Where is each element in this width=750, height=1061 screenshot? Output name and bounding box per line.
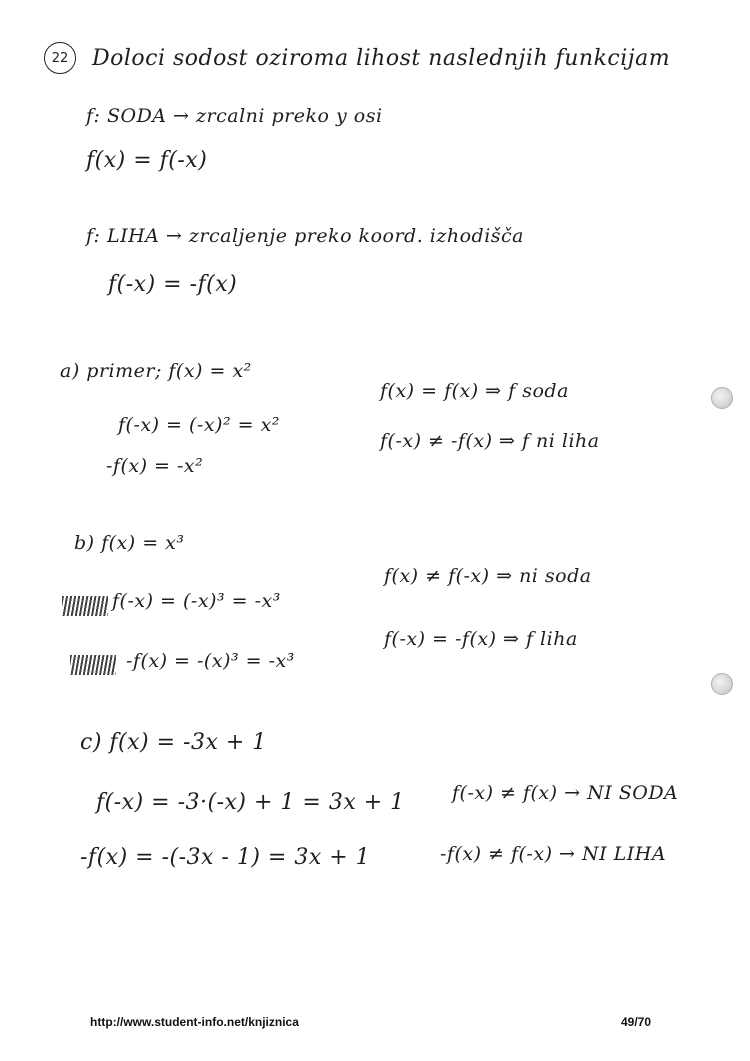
part-a-result-odd: f(-x) ≠ -f(x) ⇒ f ni liha <box>380 430 600 452</box>
problem-number-circle <box>44 42 76 74</box>
part-c-line2: -f(x) = -(-3x - 1) = 3x + 1 <box>80 845 371 870</box>
part-b-line1: f(-x) = (-x)³ = -x³ <box>112 590 281 612</box>
part-a-line1: f(-x) = (-x)² = x² <box>118 414 280 436</box>
scribble-mark <box>70 655 116 675</box>
part-c-line1: f(-x) = -3·(-x) + 1 = 3x + 1 <box>96 790 405 815</box>
scribble-mark <box>62 596 108 616</box>
part-b-given: b) f(x) = x³ <box>74 532 185 554</box>
even-rule: f(x) = f(-x) <box>86 148 208 173</box>
footer-url: http://www.student-info.net/knjiznica <box>90 1015 299 1029</box>
problem-number: 22 <box>51 50 69 66</box>
part-b-result-odd: f(-x) = -f(x) ⇒ f liha <box>384 628 578 650</box>
punch-hole <box>711 387 733 409</box>
part-a-given: a) primer; f(x) = x² <box>60 360 252 382</box>
part-b-result-even: f(x) ≠ f(-x) ⇒ ni soda <box>384 565 592 587</box>
part-c-given: c) f(x) = -3x + 1 <box>80 730 267 755</box>
page-number: 49/70 <box>621 1015 652 1029</box>
part-b-line2: -f(x) = -(x)³ = -x³ <box>126 650 295 672</box>
odd-rule: f(-x) = -f(x) <box>108 272 238 297</box>
part-c-result-odd: -f(x) ≠ f(-x) → NI LIHA <box>440 843 667 865</box>
even-definition: f: SODA → zrcalni preko y osi <box>86 105 383 127</box>
punch-hole <box>711 673 733 695</box>
odd-definition: f: LIHA → zrcaljenje preko koord. izhodišča <box>86 225 524 247</box>
part-a-result-even: f(x) = f(x) ⇒ f soda <box>380 380 569 402</box>
problem-title: Doloci sodost oziroma lihost naslednjih funkcijam <box>92 46 671 71</box>
part-c-result-even: f(-x) ≠ f(x) → NI SODA <box>452 782 679 804</box>
part-a-line2: -f(x) = -x² <box>106 455 204 477</box>
